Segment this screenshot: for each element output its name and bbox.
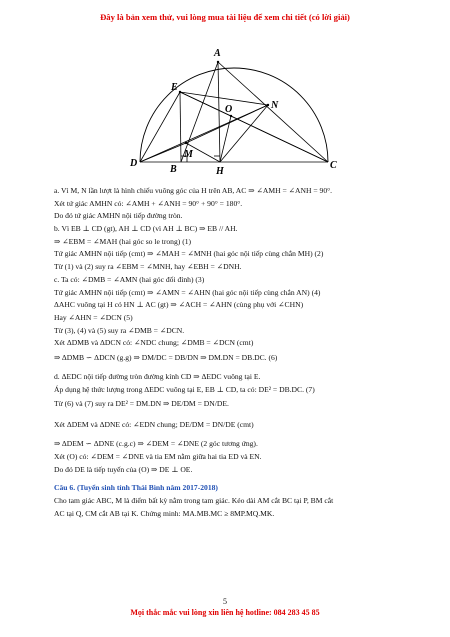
label-a: A (214, 48, 221, 59)
text-line: c. Ta có: ∠DMB = ∠AMN (hai góc đối đỉnh) (3) (54, 274, 205, 284)
solution-text (54, 185, 404, 520)
preview-header: Đây là bản xem thử, vui lòng mua tài liệu để xem chi tiết (có lời giải) (100, 12, 350, 22)
geometry-figure (128, 40, 338, 180)
text-line: Xét ΔDEM và ΔDNE có: ∠EDN chung; DE/DM = DN/DE (cmt) (54, 420, 254, 430)
section-title: Câu 6. (Tuyển sinh tỉnh Thái Bình năm 2017-2018) (54, 483, 218, 493)
text-line: ⇒ ΔDMB ∽ ΔDCN (g.g) ⇒ DM/DC = DB/DN ⇒ DM.DN = DB.DC. (6) (54, 352, 278, 362)
text-line: ΔAHC vuông tại H có HN ⊥ AC (gt) ⇒ ∠ACH = ∠AHN (cùng phụ với ∠CHN) (54, 300, 304, 310)
text-line: Từ (1) và (2) suy ra ∠EBM = ∠MNH, hay ∠EBH = ∠DNH. (54, 262, 242, 272)
text-line: Tứ giác AMHN nội tiếp (cmt) ⇒ ∠AMN = ∠AHN (hai góc nội tiếp cùng chắn AN) (4) (54, 287, 321, 297)
text-line: Từ (6) và (7) suy ra DE² = DM.DN ⇒ DE/DM = DN/DE. (54, 399, 229, 409)
text-line: ⇒ ΔDEM ∽ ΔDNE (c.g.c) ⇒ ∠DEM = ∠DNE (2 góc tương ứng). (54, 439, 258, 449)
problem-line: AC tại Q, CM cắt AB tại K. Chứng minh: MA.MB.MC ≥ 8MP.MQ.MK. (54, 508, 275, 518)
label-h: H (216, 166, 224, 177)
problem-line: Cho tam giác ABC, M là điểm bất kỳ nằm trong tam giác. Kéo dài AM cắt BC tại P, BM cắt (54, 496, 334, 506)
label-n: N (271, 100, 279, 111)
text-line: Hay ∠AHN = ∠DCN (5) (54, 312, 133, 322)
text-line: a. Vì M, N lần lượt là hình chiếu vuông góc của H trên AB, AC ⇒ ∠AMH = ∠ANH = 90°. (54, 186, 333, 195)
text-line: Từ (3), (4) và (5) suy ra ∠DMB = ∠DCN. (54, 325, 185, 335)
text-line: ⇒ ∠EBM = ∠MAH (hai góc so le trong) (1) (54, 236, 192, 246)
label-e: E (171, 82, 178, 93)
text-line: Áp dụng hệ thức lượng trong ΔEDC vuông tại E, EB ⊥ CD, ta có: DE² = DB.DC. (7) (54, 384, 315, 394)
text-line: Do đó tứ giác AMHN nội tiếp đường tròn. (54, 211, 183, 221)
hotline-footer: Mọi thắc mắc vui lòng xin liên hệ hotline: 084 283 45 85 (130, 608, 320, 617)
label-d: D (130, 158, 138, 169)
label-c: C (330, 160, 337, 171)
label-m: M (184, 149, 193, 160)
text-line: d. ΔEDC nội tiếp đường tròn đường kính CD ⇒ ΔEDC vuông tại E. (54, 371, 261, 381)
label-b: B (170, 164, 177, 175)
page-number: 5 (223, 597, 227, 606)
text-line: Xét (O) có: ∠DEM = ∠DNE và tia EM nằm giữa hai tia ED và EN. (54, 452, 262, 461)
text-line: b. Vì EB ⊥ CD (gt), AH ⊥ CD (vì AH ⊥ BC) ⇒ EB // AH. (54, 224, 238, 234)
text-line: Do đó DE là tiếp tuyến của (O) ⇒ DE ⊥ OE. (54, 464, 193, 474)
text-line: Tứ giác AMHN nội tiếp (cmt) ⇒ ∠MAH = ∠MNH (hai góc nội tiếp cùng chắn MH) (2) (54, 249, 324, 259)
text-line: Xét ΔDMB và ΔDCN có: ∠NDC chung; ∠DMB = ∠DCN (cmt) (54, 338, 254, 348)
semicircle-arc (140, 68, 328, 162)
text-line: Xét tứ giác AMHN có: ∠AMH + ∠ANH = 90° + 90° = 180°. (54, 198, 243, 208)
label-o: O (225, 104, 233, 115)
